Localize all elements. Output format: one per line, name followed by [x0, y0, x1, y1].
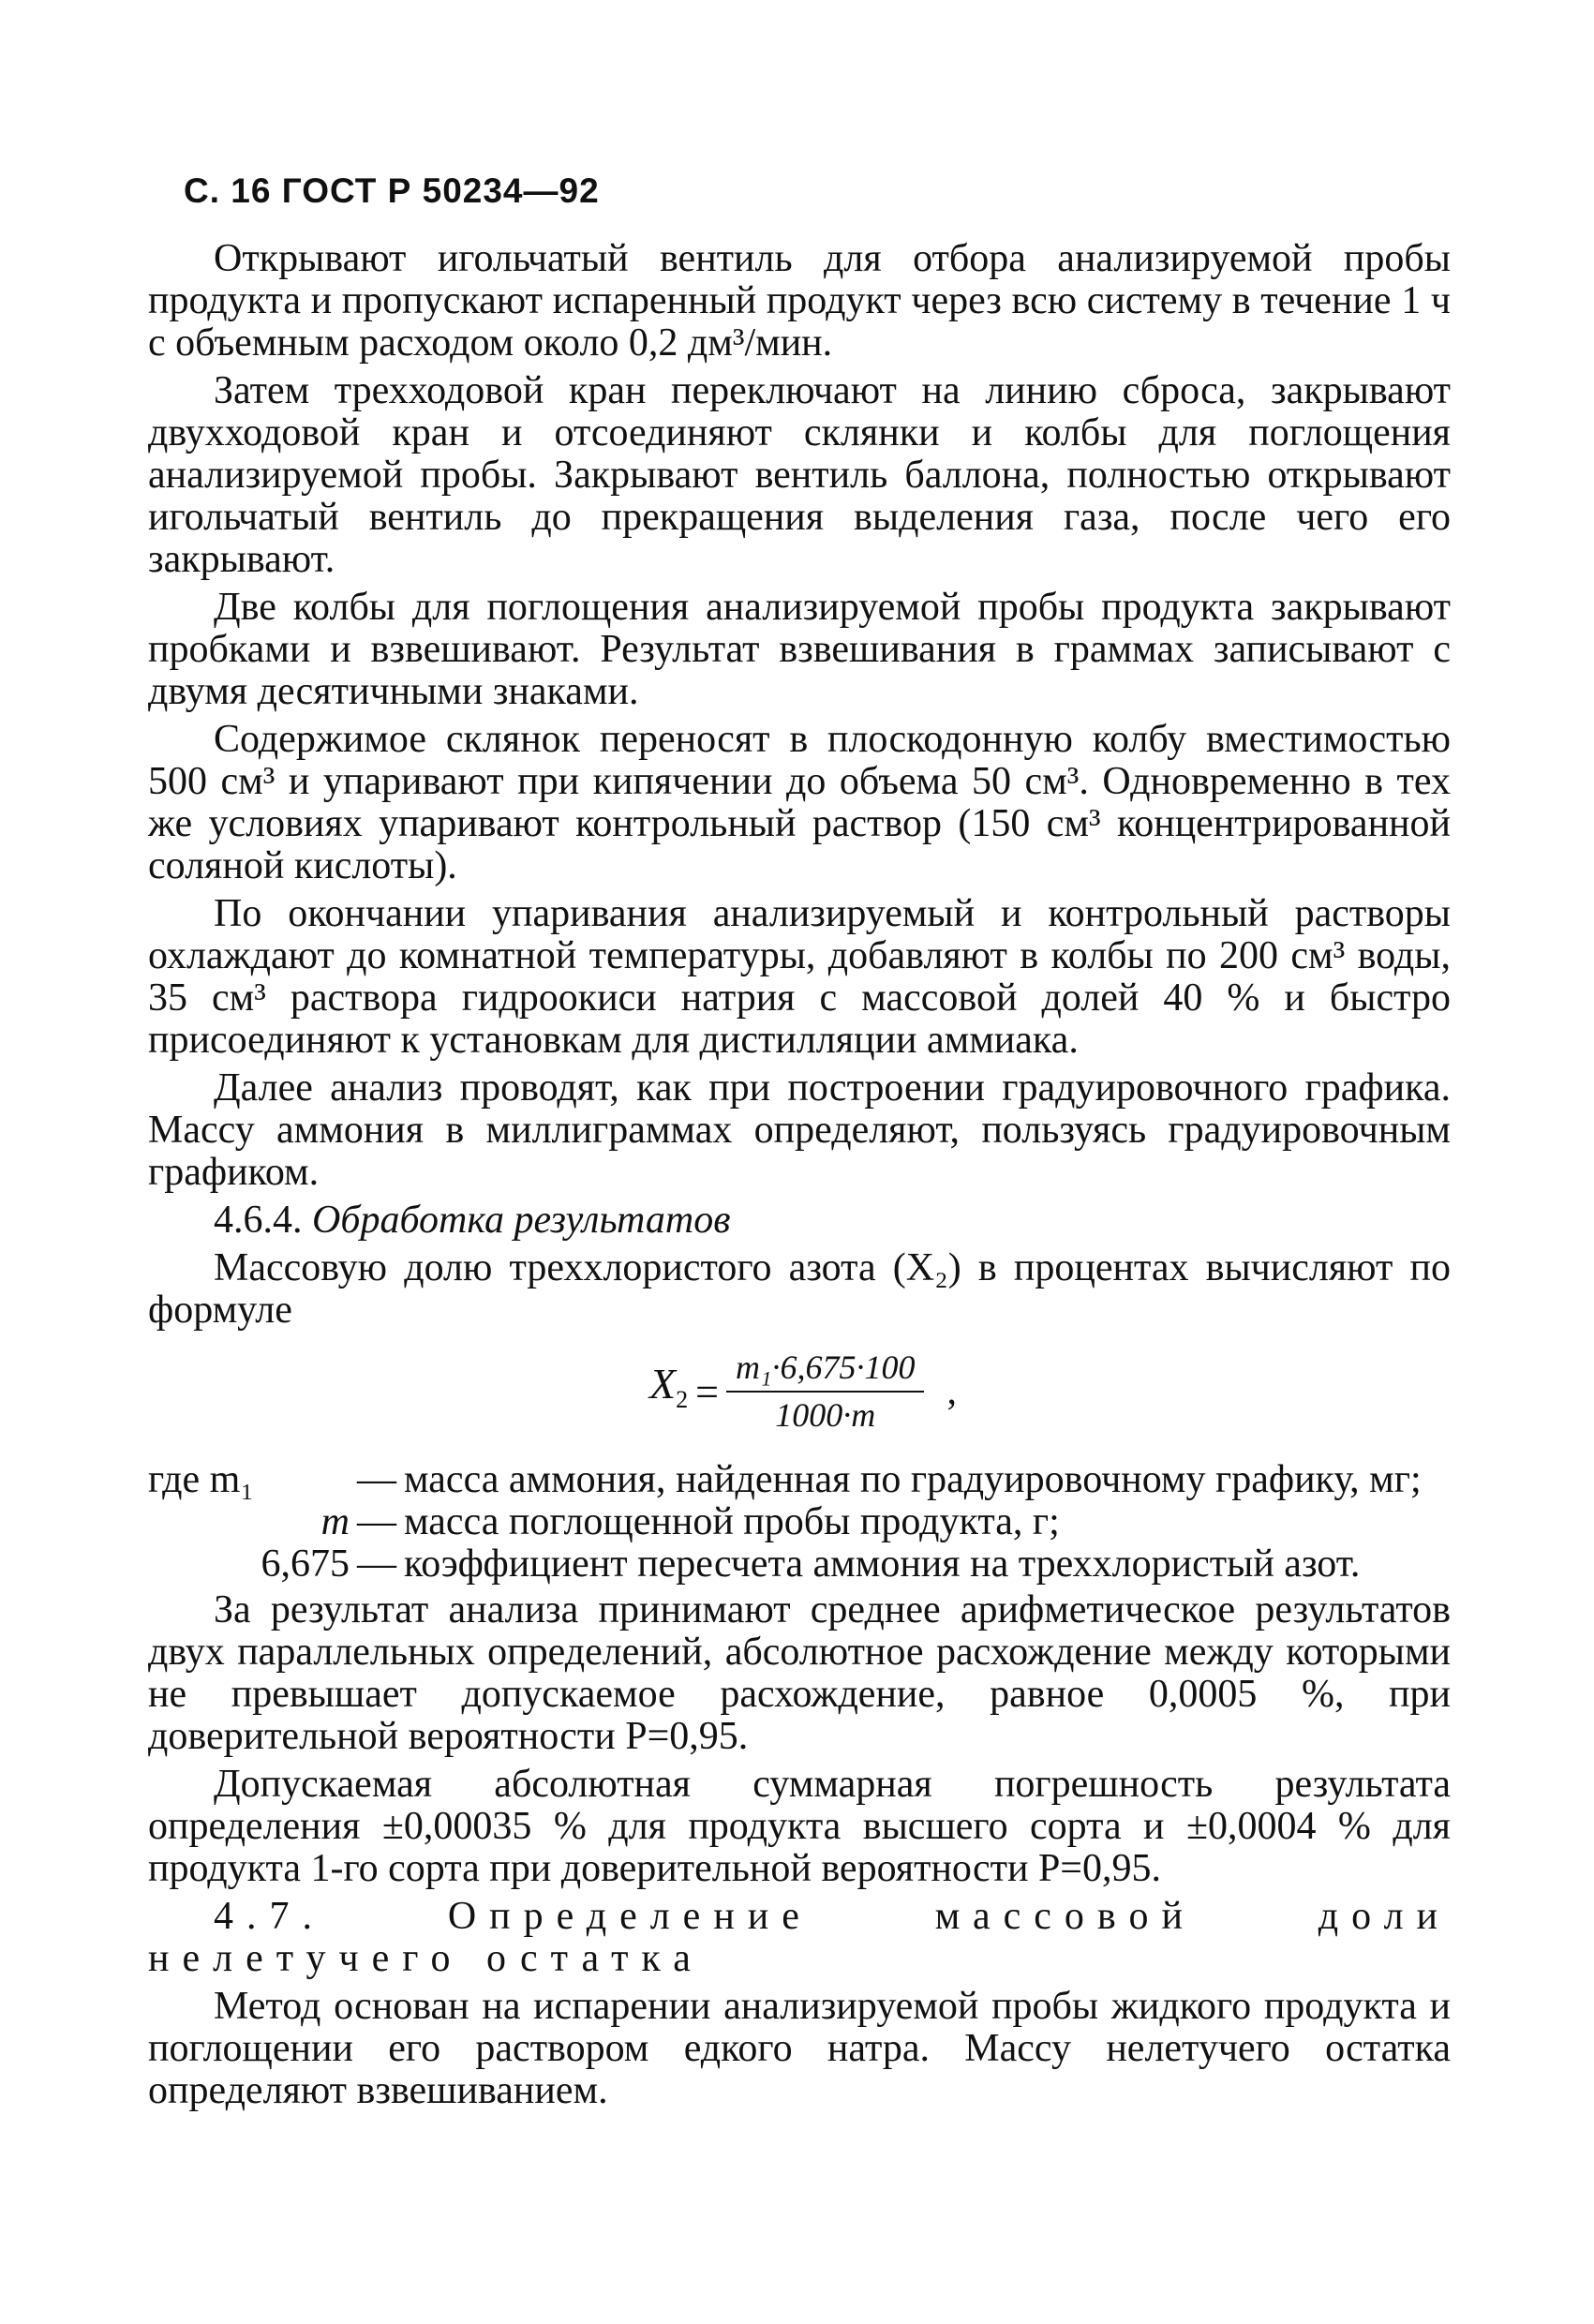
- paragraph: Две колбы для поглощения анализируемой пробы продукта закрывают пробками и взвешивают. Результат взвешивания в граммах записывают с двумя десятичными знаками.: [148, 586, 1451, 713]
- section-title: Определение массовой доли нелетучего остатка: [148, 1895, 1452, 1980]
- where-symbol: 6,675: [261, 1542, 350, 1586]
- where-dash: —: [357, 1458, 396, 1501]
- formula-equals: =: [695, 1368, 719, 1415]
- paragraph: Затем трехходовой кран переключают на линию сброса, закрывают двухходовой кран и отсоединяют склянки и колбы для поглощения анализируемой пробы. Закрывают вентиль баллона, полностью открывают игольчатый вентиль до прекращения выделения газа, после чего его закрывают.: [148, 369, 1451, 581]
- where-symbol: m: [320, 1500, 350, 1543]
- paragraph: По окончании упаривания анализируемый и контрольный растворы охлаждают до комнатной температуры, добавляют в колбы по 200 см³ воды, 35 см³ раствора гидроокиси натрия с массовой долей 40 % и быстро присоединяют к установкам для дистилляции аммиака.: [148, 892, 1451, 1062]
- formula-numerator: m₁·6,675·100: [726, 1347, 925, 1393]
- formula-lhs: [649, 1359, 689, 1421]
- formula-denominator: 1000·m: [775, 1396, 876, 1434]
- section-heading-4-6-4: [148, 1199, 1451, 1242]
- where-item: [148, 1459, 1451, 1501]
- where-dash: —: [357, 1500, 396, 1543]
- where-item: [148, 1501, 1451, 1543]
- document-body: [148, 238, 1451, 2118]
- where-dash: —: [357, 1542, 396, 1586]
- formula-block: [148, 1337, 1451, 1459]
- where-text: масса аммония, найденная по градуировочному графику, мг;: [404, 1458, 1422, 1501]
- paragraph: Допускаемая абсолютная суммарная погрешность результата определения ±0,00035 % для продукта высшего сорта и ±0,0004 % для продукта 1-го сорта при доверительной вероятности P=0,95.: [148, 1763, 1451, 1890]
- formula-intro: Массовую долю треххлористого азота (X₂) в процентах вычисляют по формуле: [148, 1246, 1451, 1332]
- section-number: 4.6.4.: [214, 1199, 303, 1242]
- section-heading-4-7: [148, 1896, 1451, 1980]
- paragraph: Открывают игольчатый вентиль для отбора анализируемой пробы продукта и пропускают испаренный продукт через всю систему в течение 1 ч с объемным расходом около 0,2 дм³/мин.: [148, 237, 1451, 365]
- where-symbol: где m₁: [148, 1458, 254, 1501]
- formula: [649, 1347, 957, 1437]
- paragraph: Метод основан на испарении анализируемой пробы жидкого продукта и поглощении его раствором едкого натра. Массу нелетучего остатка определяют взвешиванием.: [148, 1985, 1451, 2112]
- paragraph: Содержимое склянок переносят в плоскодонную колбу вместимостью 500 см³ и упаривают при кипячении до объема 50 см³. Одновременно в тех же условиях упаривают контрольный раствор (150 см³ концентрированной соляной кислоты).: [148, 718, 1451, 887]
- where-text: масса поглощенной пробы продукта, г;: [404, 1500, 1060, 1543]
- section-number: 4.7.: [214, 1895, 325, 1938]
- page-header: С. 16 ГОСТ Р 50234—92: [184, 171, 600, 210]
- formula-fraction: [726, 1347, 925, 1437]
- formula-subscript: 2: [676, 1386, 689, 1414]
- where-list: [148, 1459, 1451, 1586]
- formula-comma: ,: [946, 1369, 957, 1413]
- paragraph: Далее анализ проводят, как при построении градуировочного графика. Массу аммония в миллиграммах определяют, пользуясь градуировочным графиком.: [148, 1066, 1451, 1194]
- formula-variable: X: [649, 1359, 677, 1408]
- where-text: коэффициент пересчета аммония на треххлористый азот.: [404, 1542, 1361, 1586]
- section-title: Обработка результатов: [312, 1199, 731, 1242]
- where-item: [148, 1543, 1451, 1586]
- paragraph: За результат анализа принимают среднее арифметическое результатов двух параллельных определений, абсолютное расхождение между которыми не превышает допускаемое расхождение, равное 0,0005 %, при доверительной вероятности P=0,95.: [148, 1588, 1451, 1758]
